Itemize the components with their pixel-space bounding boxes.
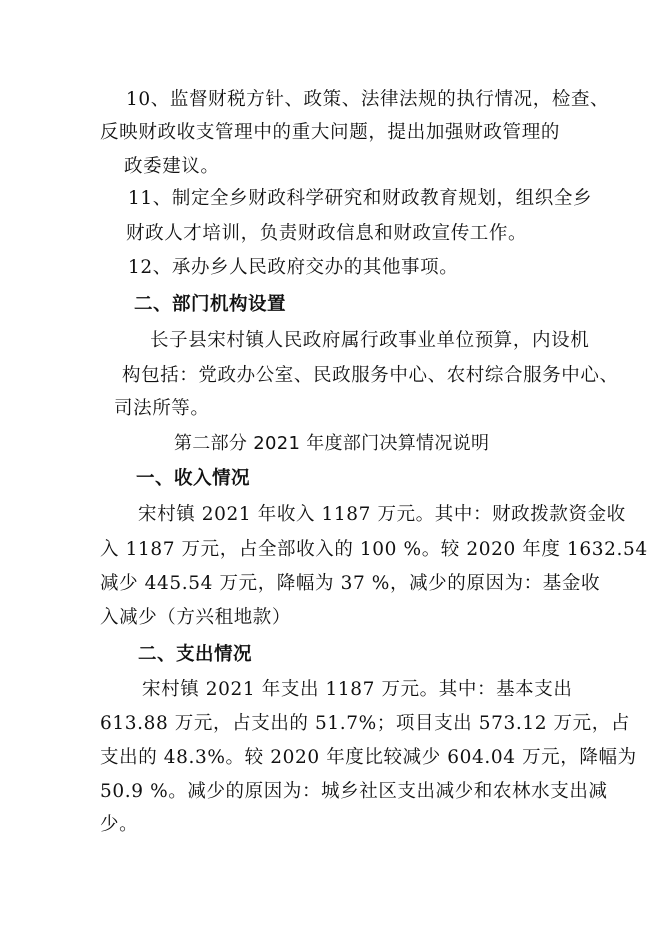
text-line: 10、监督财税方针、政策、法律法规的执行情况，检查、 [126,89,610,110]
text-line: 长子县宋村镇人民政府属行政事业单位预算，内设机 [150,330,590,351]
text-line: 入 1187 万元，占全部收入的 100 %。较 2020 年度 1632.54 [100,539,648,560]
part-title: 第二部分 2021 年度部门决算情况说明 [174,433,490,454]
section-heading-org: 二、部门机构设置 [134,294,287,315]
text-line: 司法所等。 [114,398,210,419]
text-line: 宋村镇 2021 年支出 1187 万元。其中：基本支出 [142,679,573,700]
text-line: 入减少（方兴租地款） [100,607,292,628]
text-line: 支出的 48.3%。较 2020 年度比较减少 604.04 万元，降幅为 [100,747,637,768]
text-line: 613.88 万元，占支出的 51.7%；项目支出 573.12 万元，占 [100,713,630,734]
text-line: 财政人才培训，负责财政信息和财政宣传工作。 [126,223,528,244]
text-line: 50.9 %。减少的原因为：城乡社区支出减少和农林水支出减 [100,781,608,802]
text-line: 宋村镇 2021 年收入 1187 万元。其中：财政拨款资金收 [138,504,626,525]
text-line: 少。 [100,814,139,835]
text-line: 反映财政收支管理中的重大问题，提出加强财政管理的 [100,122,560,143]
section-heading-income: 一、收入情况 [136,468,251,489]
section-heading-expense: 二、支出情况 [138,644,253,665]
text-line: 构包括：党政办公室、民政服务中心、农村综合服务中心、 [122,365,619,386]
text-line: 减少 445.54 万元，降幅为 37 %，减少的原因为：基金收 [100,573,601,594]
text-line: 12、承办乡人民政府交办的其他事项。 [128,257,459,278]
text-line: 11、制定全乡财政科学研究和财政教育规划，组织全乡 [128,188,593,209]
text-line: 政委建议。 [124,156,220,177]
